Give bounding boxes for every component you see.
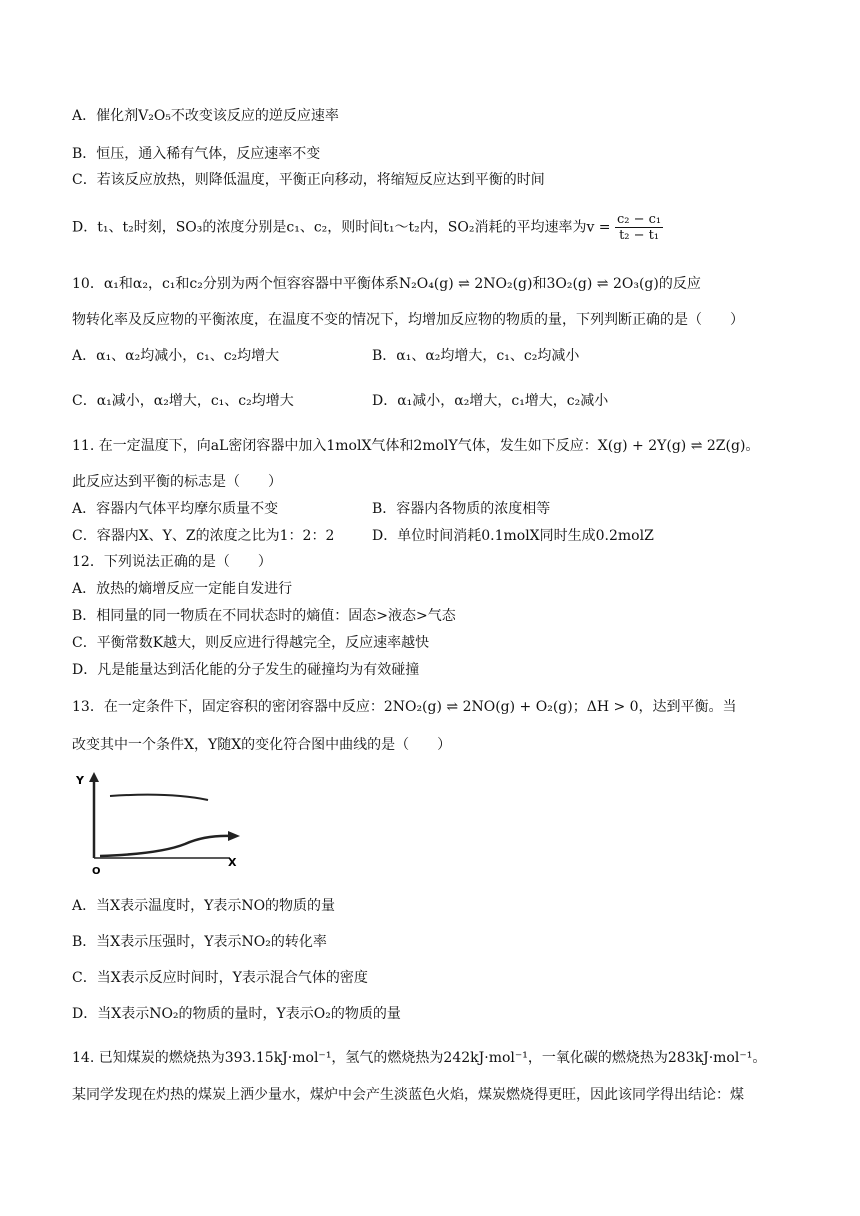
q9-fraction-numerator: c₂ − c₁ [617, 212, 662, 227]
q11-option-a: A．容器内气体平均摩尔质量不变 [72, 501, 279, 517]
graph-y-label: Y [76, 774, 84, 787]
graph-y-arrow [89, 772, 99, 782]
q9-fraction-denominator: t₂ − t₁ [619, 228, 660, 243]
q10-option-d: D．α₁减小，α₂增大，c₁增大，c₂减小 [372, 393, 609, 409]
q9-option-c: C．若该反应放热，则降低温度，平衡正向移动，将缩短反应达到平衡的时间 [72, 172, 545, 188]
q10-option-c: C．α₁减小，α₂增大，c₁、c₂均增大 [72, 393, 294, 409]
q12-option-b: B．相同量的同一物质在不同状态时的熵值：固态>液态>气态 [72, 608, 456, 624]
q11-option-b: B．容器内各物质的浓度相等 [372, 501, 551, 517]
q9-rate-fraction [615, 212, 663, 243]
q12-option-a: A．放热的熵增反应一定能自发进行 [72, 581, 293, 597]
q10-option-a: A．α₁、α₂均减小，c₁、c₂均增大 [72, 348, 280, 364]
q12-option-c: C．平衡常数K越大，则反应进行得越完全，反应速率越快 [72, 635, 430, 651]
q13-graph [70, 768, 250, 878]
q12-stem: 12．下列说法正确的是（ ） [72, 554, 272, 570]
graph-origin-label: O [92, 866, 101, 877]
q9-option-d-text: D．t₁、t₂时刻，SO₃的浓度分别是c₁、c₂，则时间t₁～t₂内，SO₂消耗的平均速率为v = [72, 219, 611, 236]
q11-option-d: D．单位时间消耗0.1molX同时生成0.2molZ [372, 528, 654, 544]
q10-stem-line1: 10．α₁和α₂，c₁和c₂分别为两个恒容容器中平衡体系N₂O₄(g) ⇌ 2NO₂(g)和3O₂(g) ⇌ 2O₃(g)的反应 [72, 276, 701, 292]
q11-stem-line1: 11. 在一定温度下，向aL密闭容器中加入1molX气体和2molY气体，发生如下反应：X(g) + 2Y(g) ⇌ 2Z(g)。 [72, 438, 760, 454]
q12-option-d: D．凡是能量达到活化能的分子发生的碰撞均为有效碰撞 [72, 662, 420, 678]
q10-stem-line2: 物转化率及反应物的平衡浓度，在温度不变的情况下，均增加反应物的物质的量，下列判断正确的是（ ） [72, 312, 744, 328]
q9-option-d [72, 212, 663, 243]
q13-stem-line1: 13．在一定条件下，固定容积的密闭容器中反应：2NO₂(g) ⇌ 2NO(g) + O₂(g)；ΔH > 0，达到平衡。当 [72, 699, 737, 715]
q14-stem-line1: 14. 已知煤炭的燃烧热为393.15kJ·mol⁻¹，氢气的燃烧热为242kJ·mol⁻¹，一氧化碳的燃烧热为283kJ·mol⁻¹。 [72, 1050, 767, 1066]
q11-stem-line2: 此反应达到平衡的标志是（ ） [72, 474, 282, 490]
q11-option-c: C．容器内X、Y、Z的浓度之比为1：2：2 [72, 528, 335, 544]
q9-option-b: B．恒压，通入稀有气体，反应速率不变 [72, 146, 321, 162]
graph-upper-curve [110, 795, 208, 800]
graph-x-label: X [228, 856, 237, 869]
q13-stem-line2: 改变其中一个条件X，Y随X的变化符合图中曲线的是（ ） [72, 737, 452, 753]
q13-option-c: C．当X表示反应时间时，Y表示混合气体的密度 [72, 970, 368, 986]
q10-option-b: B．α₁、α₂均增大，c₁、c₂均减小 [372, 348, 580, 364]
q13-option-b: B．当X表示压强时，Y表示NO₂的转化率 [72, 934, 327, 950]
q13-option-a: A．当X表示温度时，Y表示NO的物质的量 [72, 898, 336, 914]
graph-lower-curve [100, 836, 232, 856]
q13-option-d: D．当X表示NO₂的物质的量时，Y表示O₂的物质的量 [72, 1006, 401, 1022]
q9-option-a: A．催化剂V₂O₅不改变该反应的逆反应速率 [72, 108, 339, 124]
q14-stem-line2: 某同学发现在灼热的煤炭上洒少量水，煤炉中会产生淡蓝色火焰，煤炭燃烧得更旺，因此该同学得出结论：煤 [72, 1087, 744, 1103]
